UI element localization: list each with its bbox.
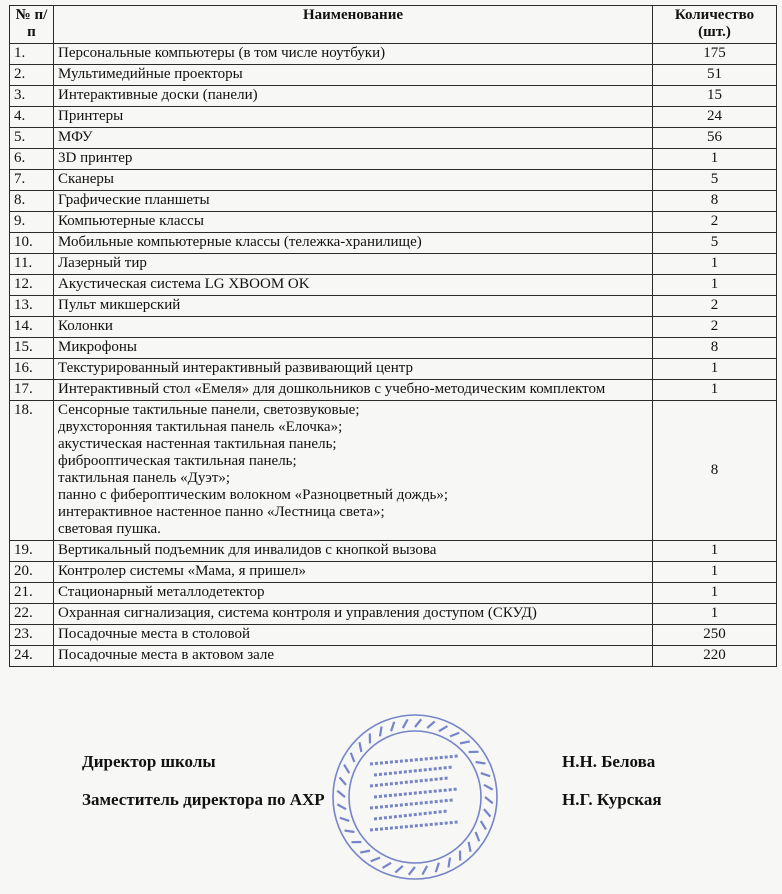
stamp-ring-stroke <box>476 832 480 841</box>
row-name-line: Сенсорные тактильные панели, светозвуковые; <box>58 402 360 418</box>
row-number: 5. <box>10 128 54 149</box>
table-row <box>10 170 777 191</box>
table-row <box>10 44 777 65</box>
row-number: 3. <box>10 86 54 107</box>
row-quantity: 24 <box>653 107 777 128</box>
stamp-ring-stroke <box>383 863 392 868</box>
row-quantity: 1 <box>653 380 777 401</box>
row-name: Пульт микшерский <box>54 296 653 317</box>
row-name: Лазерный тир <box>54 254 653 275</box>
table-row <box>10 107 777 128</box>
stamp-ring-stroke <box>436 863 439 872</box>
row-quantity: 1 <box>653 275 777 296</box>
stamp-ring-stroke <box>450 733 459 737</box>
deputy-role: Заместитель директора по АХР <box>82 790 325 809</box>
row-name: Микрофоны <box>54 338 653 359</box>
row-number: 2. <box>10 65 54 86</box>
row-name: Колонки <box>54 317 653 338</box>
stamp-ring-stroke <box>439 726 448 731</box>
table-header-row <box>10 6 777 44</box>
row-quantity: 1 <box>653 254 777 275</box>
row-quantity: 250 <box>653 625 777 646</box>
row-name-multiline <box>54 401 653 541</box>
row-quantity: 1 <box>653 541 777 562</box>
stamp-ring-stroke <box>481 821 486 830</box>
row-number: 10. <box>10 233 54 254</box>
row-name: Персональные компьютеры (в том числе ноутбуки) <box>54 44 653 65</box>
row-quantity: 2 <box>653 212 777 233</box>
stamp-ring-stroke <box>484 809 491 816</box>
row-number: 23. <box>10 625 54 646</box>
row-name: Контролер системы «Мама, я пришел» <box>54 562 653 583</box>
row-name-line: фиброоптическая тактильная панель; <box>58 453 297 469</box>
row-number: 11. <box>10 254 54 275</box>
row-number: 8. <box>10 191 54 212</box>
table-row <box>10 338 777 359</box>
row-number: 18. <box>10 401 54 541</box>
row-name: Вертикальный подъемник для инвалидов с кнопкой вызова <box>54 541 653 562</box>
row-number: 4. <box>10 107 54 128</box>
stamp-ring-stroke <box>345 830 355 832</box>
stamp-ring-stroke <box>460 741 470 743</box>
director-name: Н.Н. Белова <box>562 752 656 771</box>
row-quantity: 1 <box>653 359 777 380</box>
table-row <box>10 254 777 275</box>
stamp-text-stroke <box>374 811 448 819</box>
table-row <box>10 296 777 317</box>
table-row <box>10 562 777 583</box>
header-qty: Количество (шт.) <box>653 6 777 44</box>
table-row <box>10 317 777 338</box>
row-name-line: акустическая настенная тактильная панель; <box>58 436 337 452</box>
stamp-ring-stroke <box>391 722 394 731</box>
row-name: Принтеры <box>54 107 653 128</box>
stamp-ring-stroke <box>415 719 421 727</box>
row-name: Мультимедийные проекторы <box>54 65 653 86</box>
deputy-name: Н.Г. Курская <box>562 790 662 809</box>
stamp-ring-stroke <box>469 842 471 852</box>
stamp-ring-stroke <box>481 773 490 776</box>
row-quantity: 5 <box>653 170 777 191</box>
row-number: 21. <box>10 583 54 604</box>
stamp-ring-stroke <box>448 858 450 868</box>
table-row <box>10 625 777 646</box>
row-quantity: 1 <box>653 149 777 170</box>
row-quantity: 2 <box>653 296 777 317</box>
row-name: 3D принтер <box>54 149 653 170</box>
row-number: 17. <box>10 380 54 401</box>
row-number: 22. <box>10 604 54 625</box>
stamp-ring-stroke <box>337 804 346 809</box>
row-name-line: тактильная панель «Дуэт»; <box>58 470 231 486</box>
row-quantity: 5 <box>653 233 777 254</box>
row-number: 12. <box>10 275 54 296</box>
table-row <box>10 380 777 401</box>
row-quantity: 175 <box>653 44 777 65</box>
table-body-row18 <box>10 401 777 541</box>
row-quantity: 8 <box>653 401 777 541</box>
row-quantity: 2 <box>653 317 777 338</box>
row-name-line: панно с фибероптическим волокном «Разноцветный дождь»; <box>58 487 449 503</box>
director-role: Директор школы <box>82 752 216 771</box>
row-number: 20. <box>10 562 54 583</box>
row-quantity: 15 <box>653 86 777 107</box>
row-number: 13. <box>10 296 54 317</box>
row-name-line: двухсторонняя тактильная панель «Елочка»; <box>58 419 343 435</box>
stamp-ring-stroke <box>359 742 361 752</box>
stamp-ring-stroke <box>371 858 380 862</box>
table-body-top <box>10 44 777 401</box>
table-row <box>10 604 777 625</box>
row-number: 14. <box>10 317 54 338</box>
row-quantity: 56 <box>653 128 777 149</box>
table-row <box>10 401 777 541</box>
row-quantity: 220 <box>653 646 777 667</box>
row-number: 9. <box>10 212 54 233</box>
row-number: 6. <box>10 149 54 170</box>
row-name: Посадочные места в актовом зале <box>54 646 653 667</box>
table-row <box>10 212 777 233</box>
row-name: Мобильные компьютерные классы (тележка-хранилище) <box>54 233 653 254</box>
row-name: Сканеры <box>54 170 653 191</box>
row-number: 15. <box>10 338 54 359</box>
header-num: № п/п <box>10 6 54 44</box>
stamp-ring-stroke <box>340 777 347 784</box>
row-quantity: 51 <box>653 65 777 86</box>
stamp-ring-stroke <box>484 785 493 790</box>
stamp-ring-stroke <box>337 791 345 797</box>
row-number: 19. <box>10 541 54 562</box>
stamp-ring-stroke <box>422 866 427 875</box>
table-row <box>10 583 777 604</box>
row-name: Охранная сигнализация, система контроля и управления доступом (СКУД) <box>54 604 653 625</box>
table-row <box>10 646 777 667</box>
row-name: Интерактивный стол «Емеля» для дошкольников с учебно-методическим комплектом <box>54 380 653 401</box>
stamp-ring-stroke <box>476 762 486 764</box>
stamp-text-stroke <box>374 767 453 775</box>
row-name: Интерактивные доски (панели) <box>54 86 653 107</box>
row-number: 7. <box>10 170 54 191</box>
row-number: 24. <box>10 646 54 667</box>
stamp-text-stroke <box>374 789 458 797</box>
row-number: 16. <box>10 359 54 380</box>
table-row <box>10 191 777 212</box>
equipment-table <box>9 5 777 667</box>
row-quantity: 8 <box>653 191 777 212</box>
stamp-text-stroke <box>370 800 453 808</box>
stamp-text-stroke <box>370 756 458 764</box>
stamp-ring-stroke <box>340 818 349 821</box>
row-quantity: 1 <box>653 562 777 583</box>
table-row <box>10 541 777 562</box>
row-name: Посадочные места в столовой <box>54 625 653 646</box>
stamp-ring-stroke <box>427 722 434 729</box>
row-name: Графические планшеты <box>54 191 653 212</box>
header-name: Наименование <box>54 6 653 44</box>
stamp-ring-stroke <box>380 727 382 737</box>
stamp-ring-stroke <box>485 797 493 803</box>
row-name: Компьютерные классы <box>54 212 653 233</box>
stamp-ring-stroke <box>344 765 349 774</box>
stamp-ring-stroke <box>351 753 355 762</box>
table-row <box>10 275 777 296</box>
stamp-ring-stroke <box>409 867 415 875</box>
stamp-ring-stroke <box>403 719 408 728</box>
row-quantity: 1 <box>653 583 777 604</box>
row-number: 1. <box>10 44 54 65</box>
table-row <box>10 128 777 149</box>
stamp-ring-stroke <box>395 866 402 873</box>
row-name: Акустическая система LG XBOOM OK <box>54 275 653 296</box>
stamp-ring-stroke <box>360 851 370 853</box>
row-name-line: световая пушка. <box>58 521 161 537</box>
table-row <box>10 65 777 86</box>
row-name: Текстурированный интерактивный развивающий центр <box>54 359 653 380</box>
row-quantity: 8 <box>653 338 777 359</box>
table-body-bottom <box>10 541 777 667</box>
row-name-line: интерактивное настенное панно «Лестница света»; <box>58 504 385 520</box>
row-name: Стационарный металлодетектор <box>54 583 653 604</box>
table-row <box>10 359 777 380</box>
stamp-text-stroke <box>370 778 448 786</box>
row-quantity: 1 <box>653 604 777 625</box>
table-row <box>10 233 777 254</box>
row-name: МФУ <box>54 128 653 149</box>
school-stamp-icon <box>330 712 500 882</box>
table-row <box>10 149 777 170</box>
stamp-text-stroke <box>370 822 458 830</box>
table-row <box>10 86 777 107</box>
